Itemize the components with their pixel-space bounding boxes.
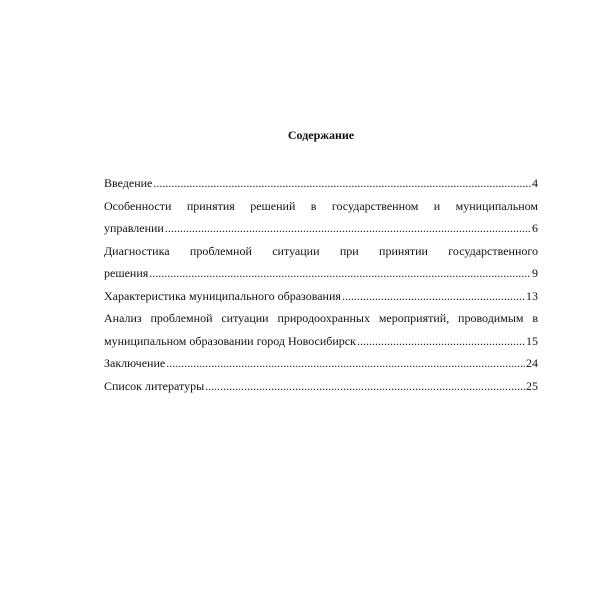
toc-entry-first-line: Анализ проблемной ситуации природоохранных мероприятий, проводимым в bbox=[104, 311, 538, 325]
toc-entry-municipality[interactable] bbox=[104, 285, 538, 308]
dot-leader bbox=[165, 217, 531, 240]
toc-entry-label: управлении bbox=[104, 221, 164, 235]
table-of-contents bbox=[104, 172, 538, 397]
toc-page-number: 24 bbox=[526, 356, 538, 370]
toc-entry-analysis[interactable] bbox=[104, 307, 538, 352]
dot-leader bbox=[153, 172, 531, 195]
dot-leader bbox=[342, 285, 525, 308]
toc-entry-label: Заключение bbox=[104, 356, 166, 370]
toc-entry-conclusion[interactable] bbox=[104, 352, 538, 375]
toc-entry-label: муниципальном образовании город Новосибирск bbox=[104, 333, 356, 348]
dot-leader bbox=[205, 375, 525, 398]
dot-leader bbox=[166, 352, 525, 375]
toc-entry-references[interactable] bbox=[104, 375, 538, 398]
toc-page-number: 9 bbox=[532, 266, 538, 280]
dot-leader bbox=[357, 330, 525, 353]
toc-page-number: 13 bbox=[526, 288, 538, 303]
toc-title: Содержание bbox=[287, 128, 355, 142]
toc-entry-label: решения bbox=[104, 266, 149, 280]
toc-entry-first-line: Диагностика проблемной ситуации при принятии государственного bbox=[104, 243, 538, 258]
toc-entry-label: Характеристика муниципального образования bbox=[104, 288, 341, 303]
toc-entry-first-line: Особенности принятия решений в государственном и муниципальном bbox=[104, 198, 538, 213]
toc-page-number: 15 bbox=[526, 333, 538, 348]
dot-leader bbox=[149, 262, 531, 285]
toc-entry-decision-features[interactable] bbox=[104, 195, 538, 240]
toc-page-number: 25 bbox=[526, 378, 538, 393]
toc-entry-diagnostics[interactable] bbox=[104, 240, 538, 285]
toc-page-number: 4 bbox=[532, 176, 538, 190]
toc-page-number: 6 bbox=[532, 221, 538, 235]
toc-entry-introduction[interactable] bbox=[104, 172, 538, 195]
toc-entry-label: Введение bbox=[104, 176, 153, 190]
toc-entry-label: Список литературы bbox=[104, 378, 205, 393]
